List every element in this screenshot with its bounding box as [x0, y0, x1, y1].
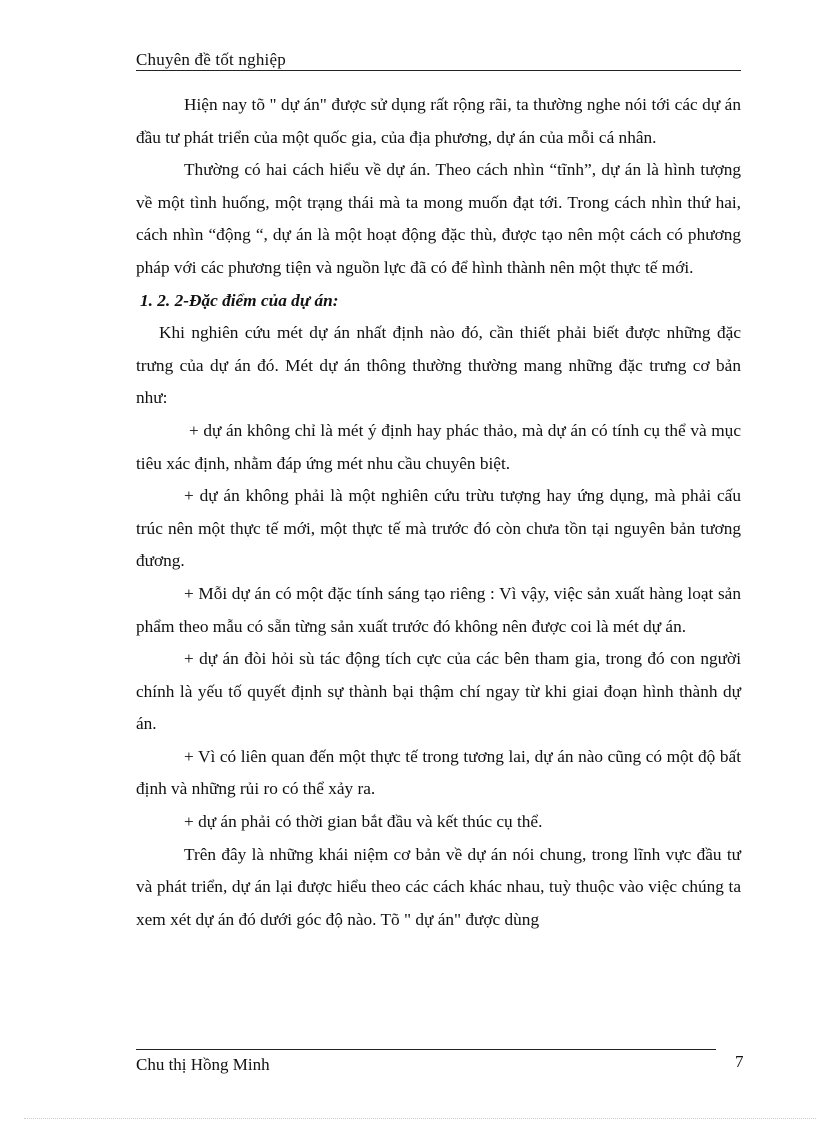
footer-author: Chu thị Hồng Minh [136, 1055, 270, 1074]
list-item-6: + dự án phải có thời gian bắt đầu và kết thúc cụ thể. [184, 812, 543, 832]
list-item-4: + dự án đòi hỏi sù tác động tích cực của các bên tham gia, trong đó con người chính là yếu tố quyết định sự thành bại thậm chí ngay từ khi giai đoạn hình thành dự án. [136, 649, 741, 734]
page-number: 7 [735, 1052, 744, 1071]
section-heading [136, 285, 741, 318]
header-divider [136, 70, 741, 71]
paragraph-1: Hiện nay tõ " dự án" được sử dụng rất rộng rãi, ta thường nghe nói tới các dự án đầu tư phát triển của một quốc gia, của địa phương, dự án của mỗi cá nhân. [136, 95, 741, 147]
list-item-1: + dự án không chỉ là mét ý định hay phác thảo, mà dự án có tính cụ thể và mục tiêu xác định, nhằm đáp ứng mét nhu cầu chuyên biệt. [136, 420, 741, 473]
list-item-3: + Mỗi dự án có một đặc tính sáng tạo riêng : Vì vậy, việc sản xuất hàng loạt sản phẩm theo mẫu có sẵn từng sản xuất trước đó không nên được coi là mét dự án. [136, 583, 741, 636]
list-item-2: + dự án không phải là một nghiên cứu trừu tượng hay ứng dụng, mà phải cấu trúc nên một thực tế mới, một thực tế mà trước đó còn chưa tồn tại nguyên bản tương đương. [136, 486, 741, 571]
paragraph-4: Trên đây là những khái niệm cơ bản về dự án nói chung, trong lĩnh vực đầu tư và phát triển, dự án lại được hiểu theo các cách khác nhau, tuỳ thuộc vào việc chúng ta xem xét dự án đó dưới góc độ nào. Tõ " dự án" được dùng [136, 844, 741, 929]
paragraph-3: Khi nghiên cứu mét dự án nhất định nào đó, cần thiết phải biết được những đặc trưng của dự án đó. Mét dự án thông thường thường mang những đặc trưng cơ bản như: [136, 323, 741, 408]
page-edge-divider [24, 1118, 816, 1119]
paragraph-2: Thường có hai cách hiểu về dự án. Theo cách nhìn “tĩnh”, dự án là hình tượng về một tình huống, một trạng thái mà ta mong muốn đạt tới. Trong cách nhìn thứ hai, cách nhìn “động “, dự án là một hoạt động đặc thù, được tạo nên một cách có phương pháp với các phương tiện và nguồn lực đã có để hình thành nên một thực tế mới. [136, 160, 741, 277]
list-item-5: + Vì có liên quan đến một thực tế trong tương lai, dự án nào cũng có một độ bất định và những rủi ro có thể xảy ra. [136, 746, 741, 799]
section-heading-text: 1. 2. 2-Đặc điểm của dự án: [140, 290, 339, 310]
footer-divider [136, 1049, 716, 1050]
document-body [136, 89, 741, 936]
page-header-title: Chuyên đề tốt nghiệp [136, 50, 286, 69]
